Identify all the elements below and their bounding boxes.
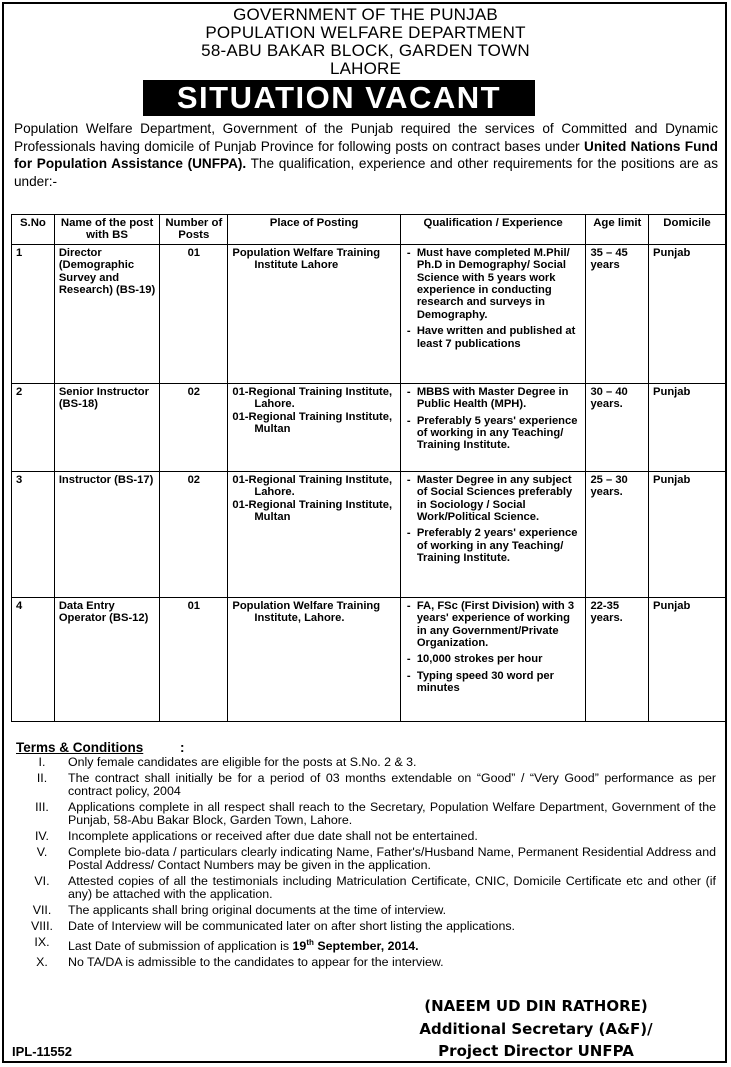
- header-domicile: Domicile: [649, 215, 726, 245]
- cell-sno: 3: [12, 471, 55, 597]
- intro-text-1: Population Welfare Department, Government of the Punjab required the services of Committed and Dynamic Professionals having domicile of Punjab Province for following posts on contract bases under: [14, 121, 718, 154]
- cell-domicile: Punjab: [649, 471, 726, 597]
- cell-post-name: Senior Instructor (BS-18): [54, 383, 159, 471]
- cell-post-name: Instructor (BS-17): [54, 471, 159, 597]
- cell-sno: 4: [12, 597, 55, 721]
- list-item: II. The contract shall initially be for a period of 03 months extendable on “Good” / “Very Good” performance as per contract policy, 2004: [36, 771, 716, 798]
- terms-title: Terms & Conditions: [16, 740, 144, 755]
- header-number-of-posts: Number of Posts: [160, 215, 228, 245]
- cell-domicile: Punjab: [649, 597, 726, 721]
- situation-vacant-banner: SITUATION VACANT: [143, 80, 535, 116]
- place-line: Population Welfare Training Institute Lahore: [232, 246, 381, 272]
- list-item: V. Complete bio-data / particulars clearly indicating Name, Father's/Husband Name, Permanent Residential Address and Postal Address/ Contact Numbers may be given in the application.: [36, 845, 716, 872]
- place-line: 01-Regional Training Institute, Multan: [232, 498, 393, 524]
- signatory-name: (NAEEM UD DIN RATHORE): [424, 997, 648, 1015]
- intro-paragraph: [14, 120, 718, 190]
- header-line-department: POPULATION WELFARE DEPARTMENT: [205, 23, 526, 42]
- last-date-suffix: th: [306, 938, 314, 947]
- list-item: X. No TA/DA is admissible to the candidates to appear for the interview.: [36, 955, 444, 970]
- qualification-item: - Have written and published at least 7 publications: [405, 325, 582, 350]
- qualification-item: - Preferably 5 years' experience of working in any Teaching/ Training Institute.: [405, 415, 582, 452]
- cell-number-of-posts: 02: [160, 383, 228, 471]
- list-item: VII. The applicants shall bring original documents at the time of interview.: [32, 903, 447, 917]
- header-place-of-posting: Place of Posting: [228, 215, 400, 245]
- signatory-designation: Project Director UNFPA: [438, 1042, 634, 1060]
- cell-qualification: [400, 471, 586, 597]
- header-line-city: LAHORE: [329, 59, 402, 78]
- header-qualification: Qualification / Experience: [400, 215, 586, 245]
- place-line: 01-Regional Training Institute, Lahore.: [232, 473, 393, 499]
- place-line: 01-Regional Training Institute, Lahore.: [232, 385, 393, 411]
- cell-age-limit: 35 – 45 years: [586, 244, 649, 383]
- cell-place-of-posting: [228, 383, 400, 471]
- qualification-item: - MBBS with Master Degree in Public Health (MPH).: [405, 386, 582, 411]
- list-item: IV. Incomplete applications or received after due date shall not be entertained.: [34, 829, 478, 843]
- cell-sno: 1: [12, 244, 55, 383]
- last-date-rest: September, 2014.: [313, 939, 419, 954]
- qualification-item: - Preferably 2 years' experience of working in any Teaching/ Training Institute.: [405, 527, 582, 564]
- table-row: [12, 244, 726, 383]
- signatory-title: Additional Secretary (A&F)/: [419, 1020, 653, 1038]
- cell-qualification: [400, 383, 586, 471]
- cell-qualification: [400, 597, 586, 721]
- cell-place-of-posting: [228, 244, 400, 383]
- cell-number-of-posts: 02: [160, 471, 228, 597]
- table-header-row: [12, 215, 726, 245]
- header-sno: S.No: [12, 215, 55, 245]
- cell-age-limit: 25 – 30 years.: [586, 471, 649, 597]
- list-item: IX. Last Date of submission of application is 19th September, 2014.: [34, 935, 419, 954]
- list-item: VIII. Date of Interview will be communicated later on after short listing the applications.: [30, 919, 515, 933]
- place-line: 01-Regional Training Institute, Multan: [232, 410, 393, 436]
- cell-number-of-posts: 01: [160, 597, 228, 721]
- cell-post-name: Director (Demographic Survey and Research) (BS-19): [54, 244, 159, 383]
- table-row: [12, 471, 726, 597]
- ipl-reference-number: IPL-11552: [12, 1044, 72, 1059]
- cell-place-of-posting: [228, 471, 400, 597]
- qualification-item: - Master Degree in any subject of Social Sciences preferably in Sociology / Social Work/Political Science.: [405, 474, 582, 524]
- qualification-item: - Must have completed M.Phil/ Ph.D in Demography/ Social Science with 5 years work experience in conducting research and surveys in Demography.: [405, 247, 582, 321]
- header-line-government: GOVERNMENT OF THE PUNJAB: [233, 5, 498, 24]
- table-row: [12, 383, 726, 471]
- intro-text-2: The qualification, experience and other requirements for the positions are as under:-: [14, 156, 718, 189]
- cell-number-of-posts: 01: [160, 244, 228, 383]
- header-line-address: 58-ABU BAKAR BLOCK, GARDEN TOWN: [201, 41, 530, 60]
- table-row: [12, 597, 726, 721]
- posts-table: [11, 214, 726, 722]
- list-item: I. Only female candidates are eligible for the posts at S.No. 2 & 3.: [38, 755, 417, 769]
- qualification-item: - 10,000 strokes per hour: [405, 653, 582, 665]
- header-post-name: Name of the post with BS: [54, 215, 159, 245]
- cell-domicile: Punjab: [649, 244, 726, 383]
- cell-post-name: Data Entry Operator (BS-12): [54, 597, 159, 721]
- cell-place-of-posting: [228, 597, 400, 721]
- list-item: VI. Attested copies of all the testimonials including Matriculation Certificate, CNIC, Domicile Certificate etc and other (if any) be attached with the application.: [34, 874, 716, 901]
- cell-qualification: [400, 244, 586, 383]
- qualification-item: - Typing speed 30 word per minutes: [405, 670, 582, 695]
- last-date-day: 19: [292, 939, 307, 954]
- list-item: III. Applications complete in all respect shall reach to the Secretary, Population Welfare Department, Government of the Punjab, 58-Abu Bakar Block, Garden Town, Lahore.: [35, 800, 716, 827]
- header-age-limit: Age limit: [586, 215, 649, 245]
- qualification-item: - FA, FSc (First Division) with 3 years' experience of working in any Government/Private Organization.: [405, 600, 582, 650]
- cell-age-limit: 22-35 years.: [586, 597, 649, 721]
- terms-list: [16, 756, 716, 972]
- place-line: Population Welfare Training Institute, Lahore.: [232, 599, 381, 625]
- cell-age-limit: 30 – 40 years.: [586, 383, 649, 471]
- intro-text-bold: United Nations Fund for Population Assistance (UNFPA).: [14, 138, 718, 171]
- cell-sno: 2: [12, 383, 55, 471]
- cell-domicile: Punjab: [649, 383, 726, 471]
